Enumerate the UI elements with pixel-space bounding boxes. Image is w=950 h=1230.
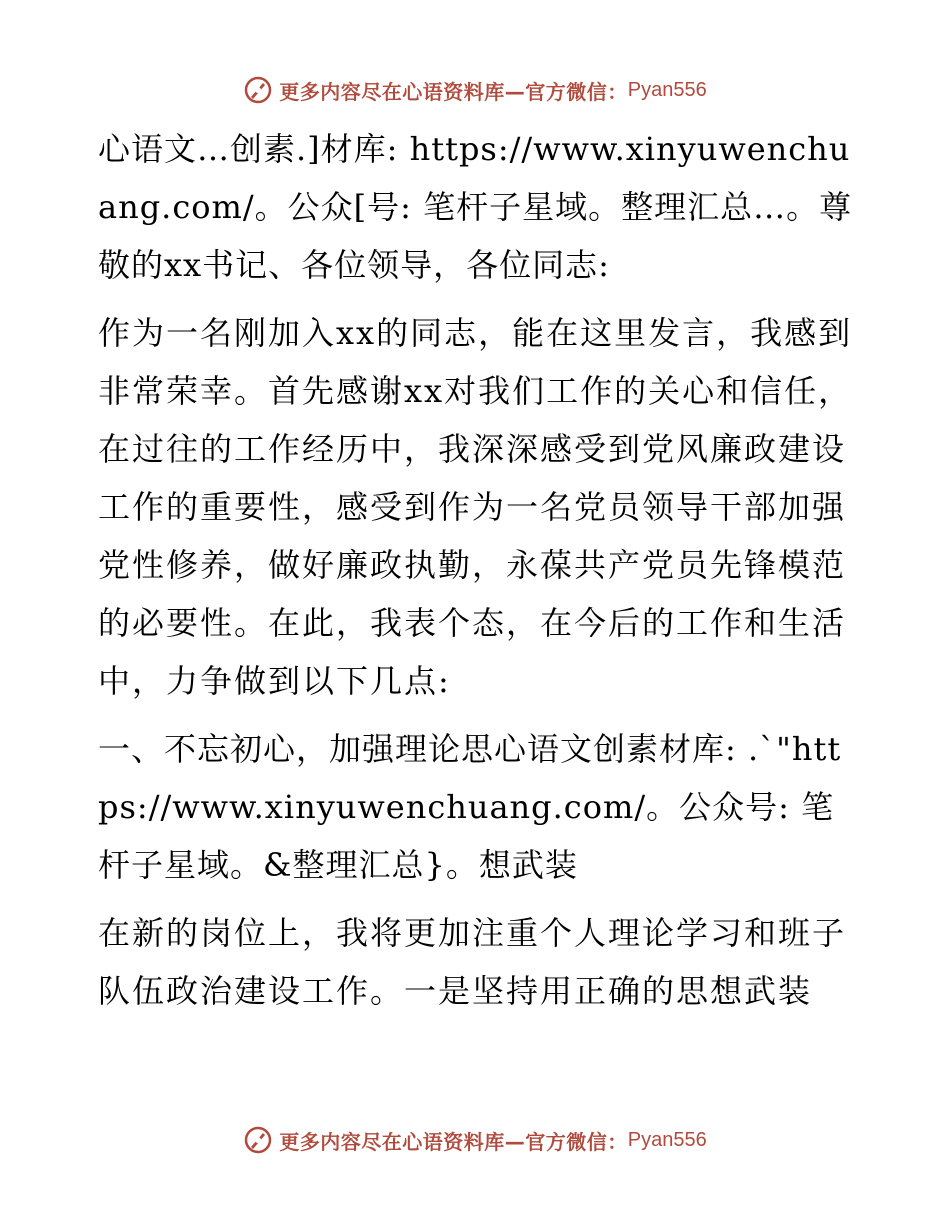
paragraph-4: 在新的岗位上，我将更加注重个人理论学习和班子队伍政治建设工作。一是坚持用正确的思想武装 xyxy=(98,914,847,1010)
banner-text: 更多内容尽在心语资料库—官方微信： xyxy=(279,1129,628,1154)
banner-contact: Pyan556 xyxy=(627,78,707,101)
document-body xyxy=(98,120,853,1110)
banner-contact: Pyan556 xyxy=(627,1128,707,1151)
paragraph-1: 心语文…创素.]材库: https://www.xinyuwenchuang.com/。公众[号: 笔杆子星域。整理汇总…。尊敬的xx书记、各位领导，各位同志: xyxy=(98,130,853,284)
banner-text: 更多内容尽在心语资料库—官方微信： xyxy=(279,79,628,104)
paragraph-2: 作为一名刚加入xx的同志，能在这里发言，我感到非常荣幸。首先感谢xx对我们工作的关心和信任，在过往的工作经历中，我深深感受到党风廉政建设工作的重要性，感受到作为一名党员领导干部加强党性修养，做好廉政执勤，永葆共产党员先锋模范的必要性。在此，我表个态，在今后的工作和生活中，力争做到以下几点: xyxy=(98,314,853,700)
feather-pen-icon xyxy=(243,75,273,105)
footer-watermark-banner xyxy=(0,1120,950,1160)
feather-pen-icon xyxy=(243,1125,273,1155)
header-watermark-banner xyxy=(0,70,950,110)
paragraph-3: 一、不忘初心，加强理论思心语文创素材库: .`"https://www.xinyuwenchuang.com/。公众号: 笔杆子星域。&整理汇总}。想武装 xyxy=(98,730,842,884)
